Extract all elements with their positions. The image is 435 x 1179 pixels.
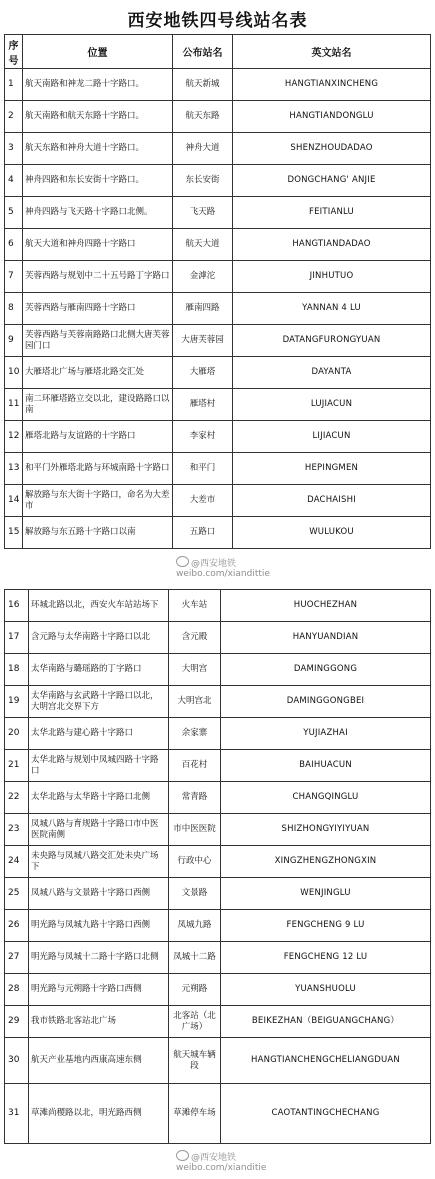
station-english-name: FENGCHENG 12 LU: [221, 942, 431, 974]
station-english-name: HANGTIANXINCHENG: [233, 69, 431, 101]
station-english-name: YUANSHUOLU: [221, 974, 431, 1006]
table-row: [5, 261, 431, 293]
table-row: [5, 942, 431, 974]
weibo-logo-icon: [176, 1150, 189, 1161]
station-no: 15: [5, 517, 23, 549]
station-no: 31: [5, 1084, 29, 1144]
table-row: [5, 718, 431, 750]
station-name: 余家寨: [169, 718, 221, 750]
station-no: 12: [5, 421, 23, 453]
station-location: 太华南路与玄武路十字路口以北，大明宫北交界下方: [29, 686, 169, 718]
station-location: 神舟四路与飞天路十字路口北侧。: [23, 197, 173, 229]
header-location: 位置: [23, 35, 173, 69]
station-no: 9: [5, 325, 23, 357]
station-location: 解放路与东大街十字路口，命名为大差市: [23, 485, 173, 517]
station-no: 27: [5, 942, 29, 974]
table-header-row: [5, 35, 431, 69]
station-english-name: HANGTIANDONGLU: [233, 101, 431, 133]
station-english-name: XINGZHENGZHONGXIN: [221, 846, 431, 878]
station-english-name: YUJIAZHAI: [221, 718, 431, 750]
table-row: [5, 453, 431, 485]
station-english-name: SHENZHOUDADAO: [233, 133, 431, 165]
table-row: [5, 517, 431, 549]
station-no: 7: [5, 261, 23, 293]
table-row: [5, 654, 431, 686]
station-english-name: WULUKOU: [233, 517, 431, 549]
station-location: 太华北路与建心路十字路口: [29, 718, 169, 750]
table-row: [5, 133, 431, 165]
station-name: 飞天路: [173, 197, 233, 229]
station-name: 常青路: [169, 782, 221, 814]
station-table-part-1: [4, 34, 431, 549]
station-name: 航天东路: [173, 101, 233, 133]
station-no: 21: [5, 750, 29, 782]
station-name: 元朔路: [169, 974, 221, 1006]
station-english-name: DATANGFURONGYUAN: [233, 325, 431, 357]
header-english: 英文站名: [233, 35, 431, 69]
station-no: 17: [5, 622, 29, 654]
header-name: 公布站名: [173, 35, 233, 69]
station-location: 未央路与凤城八路交汇处未央广场下: [29, 846, 169, 878]
station-english-name: HEPINGMEN: [233, 453, 431, 485]
station-name: 东长安街: [173, 165, 233, 197]
station-name: 航天新城: [173, 69, 233, 101]
station-location: 航天南路和神龙二路十字路口。: [23, 69, 173, 101]
table-row: [5, 686, 431, 718]
table-row: [5, 357, 431, 389]
table-row: [5, 1038, 431, 1084]
station-location: 太华北路与太华路十字路口北侧: [29, 782, 169, 814]
station-english-name: CHANGQINGLU: [221, 782, 431, 814]
station-table-part-2: [4, 589, 431, 1144]
station-no: 14: [5, 485, 23, 517]
station-name: 草滩停车场: [169, 1084, 221, 1144]
station-english-name: DACHAISHI: [233, 485, 431, 517]
station-location: 航天东路和神舟大道十字路口。: [23, 133, 173, 165]
station-location: 环城北路以北，西安火车站站场下: [29, 590, 169, 622]
station-location: 芙蓉西路与雁南四路十字路口: [23, 293, 173, 325]
table-row: [5, 421, 431, 453]
station-english-name: HANGTIANDADAO: [233, 229, 431, 261]
station-location: 太华北路与规划中凤城四路十字路口: [29, 750, 169, 782]
station-no: 5: [5, 197, 23, 229]
station-english-name: WENJINGLU: [221, 878, 431, 910]
station-location: 和平门外雁塔北路与环城南路十字路口: [23, 453, 173, 485]
station-no: 24: [5, 846, 29, 878]
station-location: 明光路与凤城十二路十字路口北侧: [29, 942, 169, 974]
station-name: 行政中心: [169, 846, 221, 878]
page-title: 西安地铁四号线站名表: [127, 11, 308, 31]
station-english-name: CAOTANTINGCHECHANG: [221, 1084, 431, 1144]
station-no: 2: [5, 101, 23, 133]
station-no: 23: [5, 814, 29, 846]
station-location: 神舟四路和东长安街十字路口。: [23, 165, 173, 197]
station-no: 29: [5, 1006, 29, 1038]
station-name: 火车站: [169, 590, 221, 622]
table-row: [5, 1006, 431, 1038]
station-location: 航天南路和航天东路十字路口。: [23, 101, 173, 133]
station-no: 11: [5, 389, 23, 421]
table-row: [5, 814, 431, 846]
station-no: 3: [5, 133, 23, 165]
station-name: 金滹沱: [173, 261, 233, 293]
table-row: [5, 910, 431, 942]
table-row: [5, 325, 431, 357]
station-name: 大唐芙蓉园: [173, 325, 233, 357]
station-no: 16: [5, 590, 29, 622]
station-name: 航天城车辆段: [169, 1038, 221, 1084]
station-name: 北客站（北广场）: [169, 1006, 221, 1038]
weibo-watermark: @西安地铁 weibo.com/xiandittie: [176, 556, 270, 579]
table-row: [5, 846, 431, 878]
station-english-name: HANYUANDIAN: [221, 622, 431, 654]
station-name: 航天大道: [173, 229, 233, 261]
weibo-watermark: @西安地铁 weibo.com/xianditie: [176, 1150, 266, 1173]
station-no: 28: [5, 974, 29, 1006]
station-location: 航天大道和神舟四路十字路口: [23, 229, 173, 261]
table-row: [5, 293, 431, 325]
station-location: 雁塔北路与友谊路的十字路口: [23, 421, 173, 453]
station-no: 6: [5, 229, 23, 261]
table-row: [5, 782, 431, 814]
table-row: [5, 69, 431, 101]
station-name: 凤城九路: [169, 910, 221, 942]
station-name: 大明宫: [169, 654, 221, 686]
station-name: 大差市: [173, 485, 233, 517]
station-name: 李家村: [173, 421, 233, 453]
station-name: 神舟大道: [173, 133, 233, 165]
station-no: 30: [5, 1038, 29, 1084]
station-name: 五路口: [173, 517, 233, 549]
header-no: 序号: [5, 35, 23, 69]
station-no: 19: [5, 686, 29, 718]
station-name: 大明宫北: [169, 686, 221, 718]
station-location: 明光路与元朔路十字路口西侧: [29, 974, 169, 1006]
table-row: [5, 485, 431, 517]
station-english-name: DAMINGGONGBEI: [221, 686, 431, 718]
weibo-logo-icon: [176, 556, 189, 567]
table-row: [5, 878, 431, 910]
table-row: [5, 197, 431, 229]
station-name: 雁南四路: [173, 293, 233, 325]
station-no: 26: [5, 910, 29, 942]
station-location: 明光路与凤城九路十字路口西侧: [29, 910, 169, 942]
station-location: 解放路与东五路十字路口以南: [23, 517, 173, 549]
station-name: 凤城十二路: [169, 942, 221, 974]
station-no: 10: [5, 357, 23, 389]
station-no: 18: [5, 654, 29, 686]
station-name: 含元殿: [169, 622, 221, 654]
table-row: [5, 165, 431, 197]
station-location: 芙蓉西路与规划中二十五号路丁字路口: [23, 261, 173, 293]
station-english-name: DAYANTA: [233, 357, 431, 389]
station-english-name: SHIZHONGYIYIYUAN: [221, 814, 431, 846]
station-english-name: BEIKEZHAN（BEIGUANGCHANG）: [221, 1006, 431, 1038]
station-location: 草滩尚稷路以北，明光路西侧: [29, 1084, 169, 1144]
station-location: 含元路与太华南路十字路口以北: [29, 622, 169, 654]
station-english-name: HANGTIANCHENGCHELIANGDUAN: [221, 1038, 431, 1084]
table-row: [5, 1084, 431, 1144]
station-location: 凤城八路与育规路十字路口市中医医院南侧: [29, 814, 169, 846]
station-name: 市中医医院: [169, 814, 221, 846]
station-english-name: FEITIANLU: [233, 197, 431, 229]
station-english-name: DAMINGGONG: [221, 654, 431, 686]
station-no: 4: [5, 165, 23, 197]
station-english-name: JINHUTUO: [233, 261, 431, 293]
station-location: 航天产业基地内西康高速东侧: [29, 1038, 169, 1084]
station-name: 雁塔村: [173, 389, 233, 421]
station-english-name: HUOCHEZHAN: [221, 590, 431, 622]
station-location: 南二环雁塔路立交以北，建设路路口以南: [23, 389, 173, 421]
table-row: [5, 750, 431, 782]
station-location: 我市铁路北客站北广场: [29, 1006, 169, 1038]
station-name: 大雁塔: [173, 357, 233, 389]
station-no: 22: [5, 782, 29, 814]
station-no: 20: [5, 718, 29, 750]
station-name: 百花村: [169, 750, 221, 782]
station-name: 文景路: [169, 878, 221, 910]
station-location: 大雁塔北广场与雁塔北路交汇处: [23, 357, 173, 389]
station-location: 芙蓉西路与芙蓉南路路口北侧大唐芙蓉园门口: [23, 325, 173, 357]
station-english-name: FENGCHENG 9 LU: [221, 910, 431, 942]
station-no: 8: [5, 293, 23, 325]
station-location: 凤城八路与文景路十字路口西侧: [29, 878, 169, 910]
table-row: [5, 622, 431, 654]
station-english-name: LIJIACUN: [233, 421, 431, 453]
station-no: 1: [5, 69, 23, 101]
table-row: [5, 389, 431, 421]
station-location: 太华南路与璐瑶路的丁字路口: [29, 654, 169, 686]
station-name: 和平门: [173, 453, 233, 485]
station-no: 13: [5, 453, 23, 485]
station-no: 25: [5, 878, 29, 910]
table-row: [5, 101, 431, 133]
station-english-name: DONGCHANG' ANJIE: [233, 165, 431, 197]
station-english-name: BAIHUACUN: [221, 750, 431, 782]
table-row: [5, 974, 431, 1006]
station-english-name: LUJIACUN: [233, 389, 431, 421]
table-row: [5, 590, 431, 622]
station-english-name: YANNAN 4 LU: [233, 293, 431, 325]
table-row: [5, 229, 431, 261]
